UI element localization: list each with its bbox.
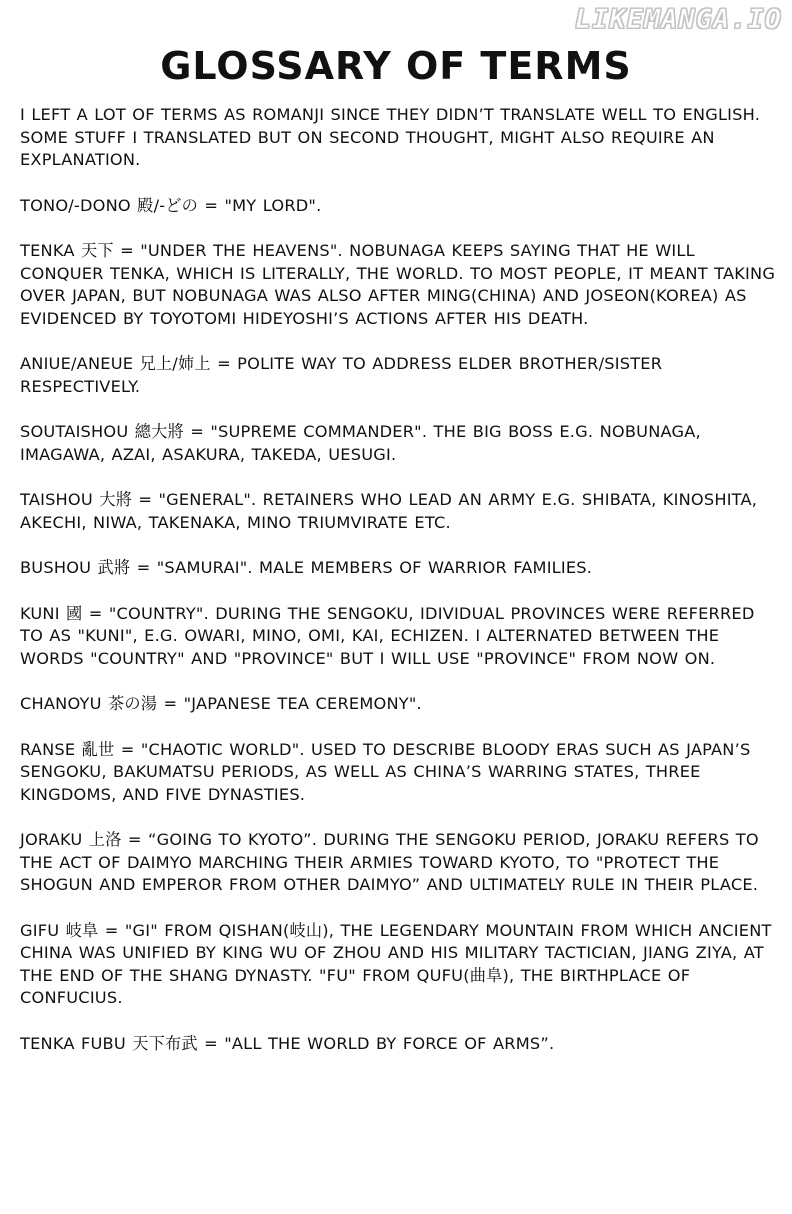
glossary-entry-taishou: TAISHOU 大將 = "GENERAL". RETAINERS WHO LEAD AN ARMY E.G. SHIBATA, KINOSHITA, AKECHI, NIWA, TAKENAKA, MINO TRIUMVIRATE ETC.: [20, 490, 758, 532]
glossary-entry-tenka-fubu: TENKA FUBU 天下布武 = "ALL THE WORLD BY FORCE OF ARMS”.: [20, 1033, 555, 1053]
glossary-entry-tono: TONO/-DONO 殿/-どの = "MY LORD".: [20, 195, 322, 215]
glossary-entry-aniue: ANIUE/ANEUE 兄上/姉上 = POLITE WAY TO ADDRESS ELDER BROTHER/SISTER RESPECTIVELY.: [20, 354, 663, 396]
glossary-entry-bushou: BUSHOU 武將 = "SAMURAI". MALE MEMBERS OF WARRIOR FAMILIES.: [20, 558, 593, 577]
glossary-entry-chanoyu: CHANOYU 茶の湯 = "JAPANESE TEA CEREMONY".: [20, 694, 422, 713]
glossary-entry-soutaishou: SOUTAISHOU 總大將 = "SUPREME COMMANDER". THE BIG BOSS E.G. NOBUNAGA, IMAGAWA, AZAI, ASAKURA, TAKEDA, UESUGI.: [20, 422, 701, 464]
glossary-entry-joraku: JORAKU 上洛 = “GOING TO KYOTO”. DURING THE SENGOKU PERIOD, JORAKU REFERS TO THE ACT OF DAIMYO MARCHING THEIR ARMIES TOWARD KYOTO, TO "PROTECT THE SHOGUN AND EMPEROR FROM OTHER DAIMYO” AND ULTIMATELY RULE IN THEIR PLACE.: [20, 830, 759, 894]
glossary-entry-tenka: TENKA 天下 = "UNDER THE HEAVENS". NOBUNAGA KEEPS SAYING THAT HE WILL CONQUER TENKA, WHICH IS LITERALLY, THE WORLD. TO MOST PEOPLE, IT MEANT TAKING OVER JAPAN, BUT NOBUNAGA WAS ALSO AFTER MING(CHINA) AND JOSEON(KOREA) AS EVIDENCED BY TOYOTOMI HIDEYOSHI’S ACTIONS AFTER HIS DEATH.: [20, 241, 776, 328]
glossary-intro: I LEFT A LOT OF TERMS AS ROMANJI SINCE THEY DIDN’T TRANSLATE WELL TO ENGLISH. SOME STUFF I TRANSLATED BUT ON SECOND THOUGHT, MIGHT ALSO REQUIRE AN EXPLANATION.: [20, 105, 761, 169]
page-title: GLOSSARY OF TERMS: [160, 44, 632, 88]
glossary-entry-ranse: RANSE 亂世 = "CHAOTIC WORLD". USED TO DESCRIBE BLOODY ERAS SUCH AS JAPAN’S SENGOKU, BAKUMATSU PERIODS, AS WELL AS CHINA’S WARRING STATES, THREE KINGDOMS, AND FIVE DYNASTIES.: [20, 739, 751, 804]
glossary-entry-kuni: KUNI 國 = "COUNTRY". DURING THE SENGOKU, IDIVIDUAL PROVINCES WERE REFERRED TO AS "KUNI", E.G. OWARI, MINO, OMI, KAI, ECHIZEN. I ALTERNATED BETWEEN THE WORDS "COUNTRY" AND "PROVINCE" BUT I WILL USE "PROVINCE" FROM NOW ON.: [20, 603, 755, 668]
glossary-body: [20, 104, 780, 1078]
site-watermark: LIKEMANGA.IO: [574, 4, 782, 35]
glossary-entry-gifu: GIFU 岐阜 = "GI" FROM QISHAN(岐山), THE LEGENDARY MOUNTAIN FROM WHICH ANCIENT CHINA WAS UNIFIED BY KING WU OF ZHOU AND HIS MILITARY TACTICIAN, JIANG ZIYA, AT THE END OF THE SHANG DYNASTY. "FU" FROM QUFU(曲阜), THE BIRTHPLACE OF CONFUCIUS.: [20, 920, 772, 1007]
